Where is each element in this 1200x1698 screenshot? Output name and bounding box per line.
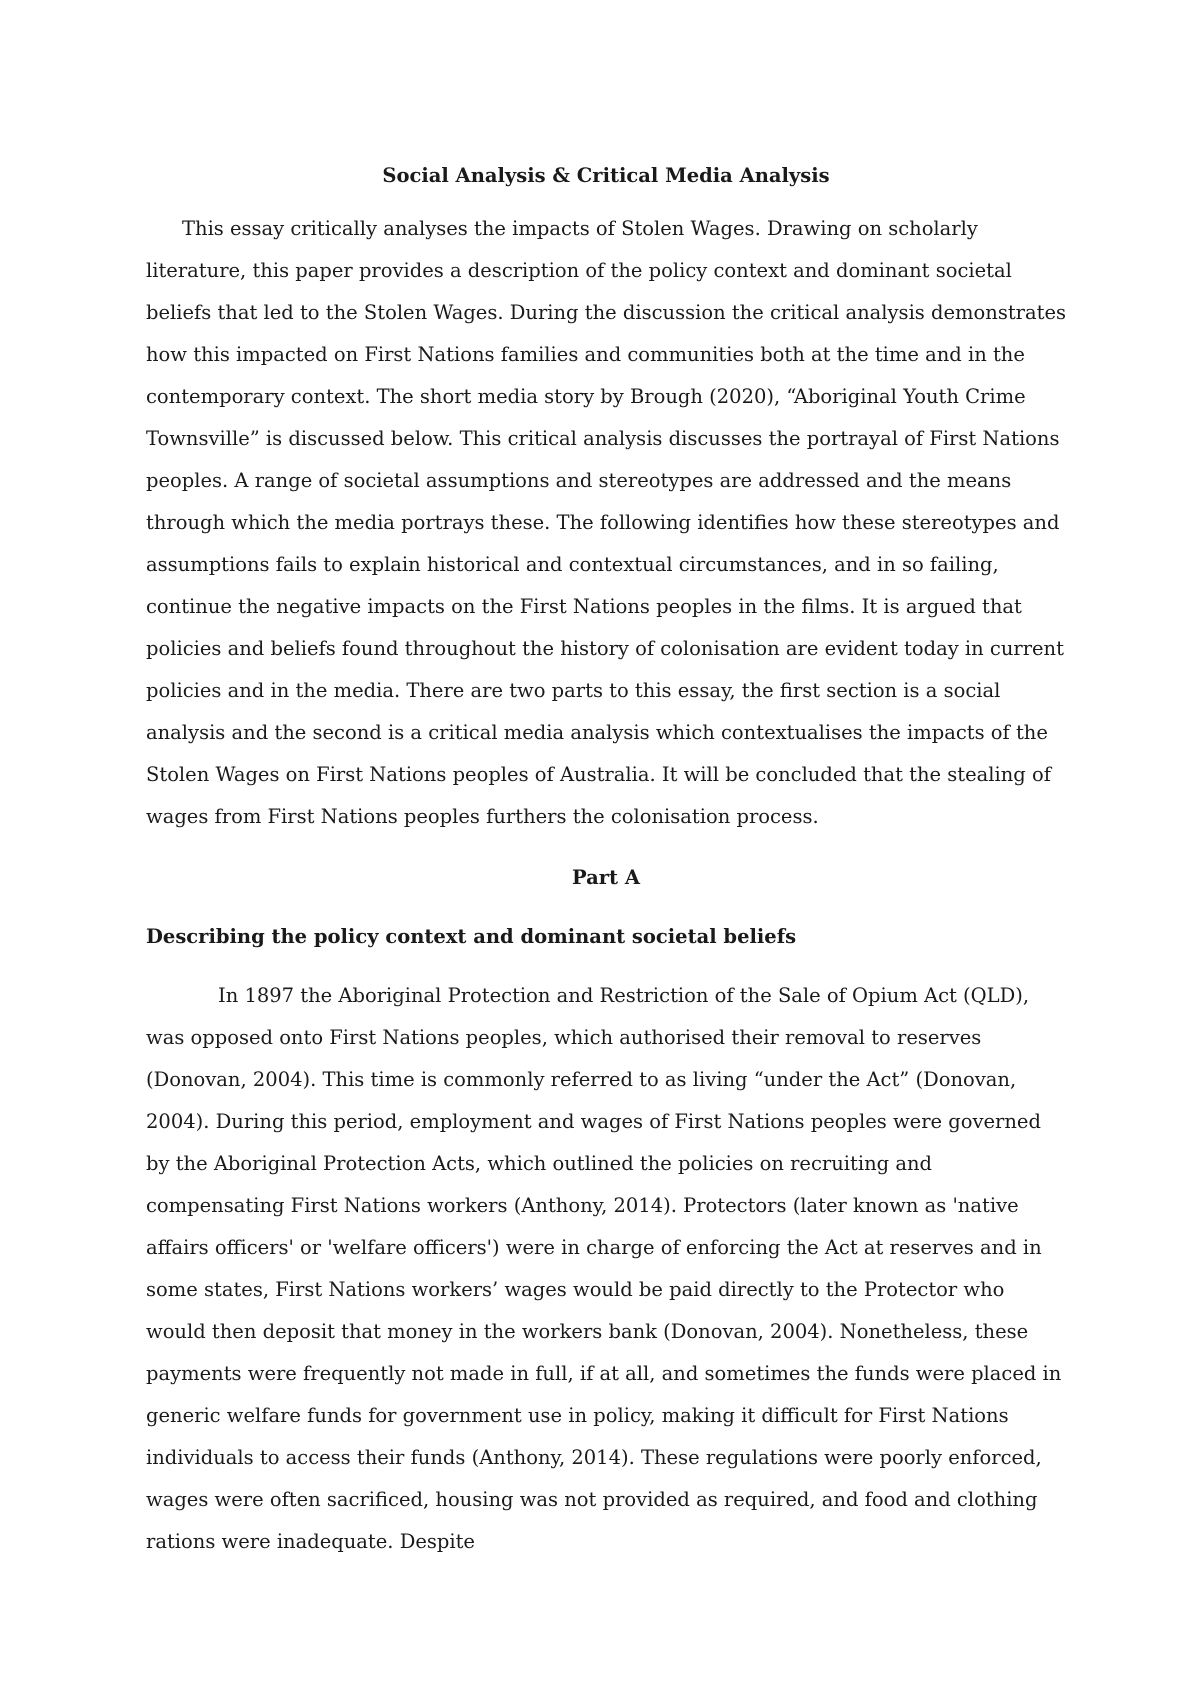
policy-context-paragraph: In 1897 the Aboriginal Protection and Restriction of the Sale of Opium Act (QLD), was opposed onto First Nations peoples, which authorised their removal to reserves (Donovan, 2004). This time is commonly referred to as living “under the Act” (Donovan, 2004). During this period, employment and wages of First Nations peoples were governed by the Aboriginal Protection Acts, which outlined the policies on recruiting and compensating First Nations workers (Anthony, 2014). Protectors (later known as 'native affairs officers' or 'welfare officers') were in charge of enforcing the Act at reserves and in some states, First Nations workers’ wages would be paid directly to the Protector who would then deposit that money in the workers bank (Donovan, 2004). Nonetheless, these payments were frequently not made in full, if at all, and sometimes the funds were placed in generic welfare funds for government use in policy, making it difficult for First Nations individuals to access their funds (Anthony, 2014). These regulations were poorly enforced, wages were often sacrificed, housing was not provided as required, and food and clothing rations were inadequate. Despite <box>146 984 1062 1553</box>
document-title: Social Analysis & Critical Media Analysis <box>382 164 830 187</box>
document-body <box>146 150 1066 1563</box>
policy-context-subheading: Describing the policy context and dominant societal beliefs <box>146 925 797 948</box>
part-a-heading: Part A <box>572 866 640 889</box>
intro-paragraph: This essay critically analyses the impacts of Stolen Wages. Drawing on scholarly literature, this paper provides a description of the policy context and dominant societal beliefs that led to the Stolen Wages. During the discussion the critical analysis demonstrates how this impacted on First Nations families and communities both at the time and in the contemporary context. The short media story by Brough (2020), “Aboriginal Youth Crime Townsville” is discussed below. This critical analysis discusses the portrayal of First Nations peoples. A range of societal assumptions and stereotypes are addressed and the means through which the media portrays these. The following identifies how these stereotypes and assumptions fails to explain historical and contextual circumstances, and in so failing, continue the negative impacts on the First Nations peoples in the films. It is argued that policies and beliefs found throughout the history of colonisation are evident today in current policies and in the media. There are two parts to this essay, the first section is a social analysis and the second is a critical media analysis which contextualises the impacts of the Stolen Wages on First Nations peoples of Australia. It will be concluded that the stealing of wages from First Nations peoples furthers the colonisation process. <box>146 217 1066 828</box>
